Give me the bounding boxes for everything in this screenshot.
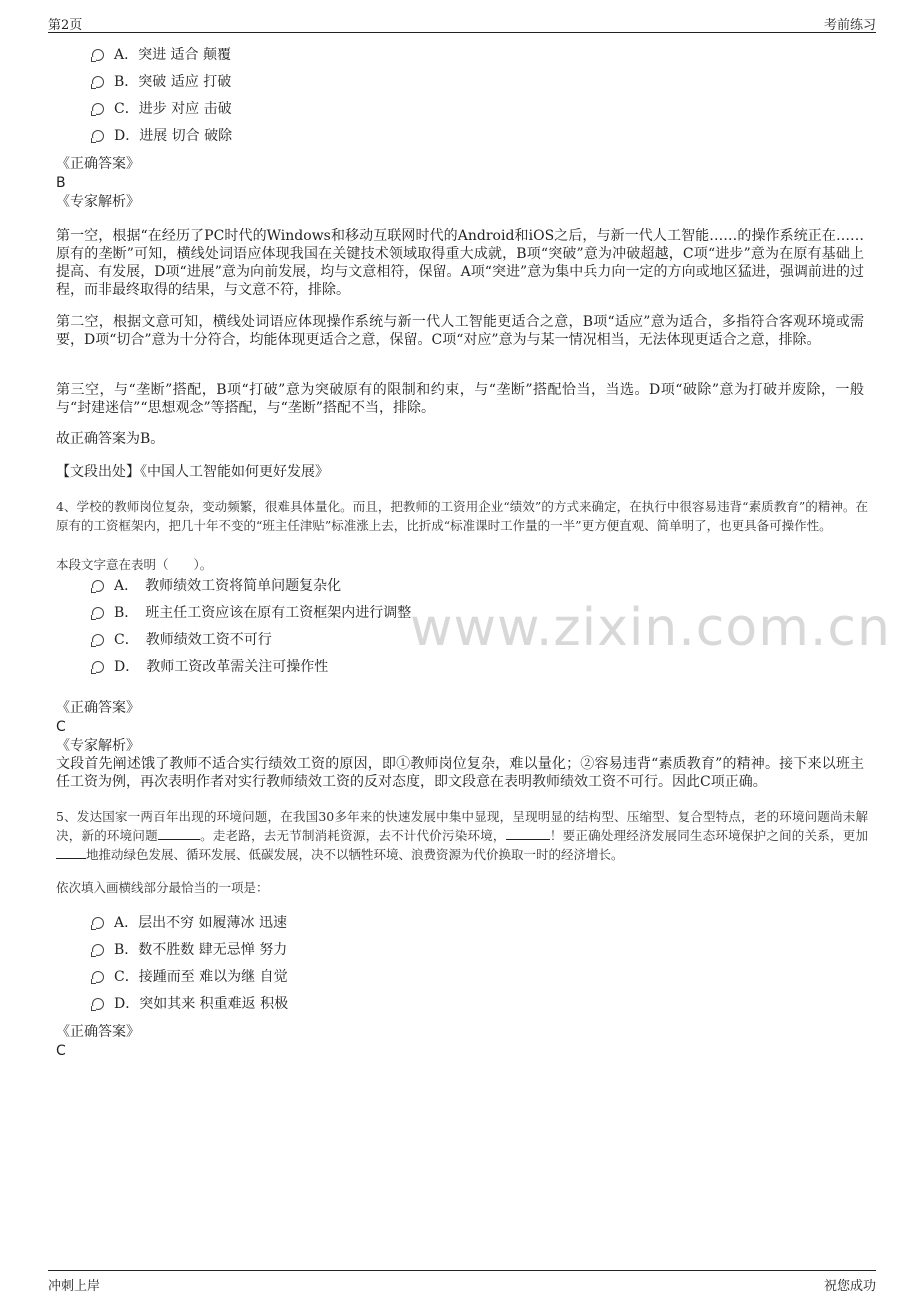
- radio-icon[interactable]: [92, 76, 104, 88]
- q4-analysis-label: 《专家解析》: [56, 738, 140, 754]
- footer-left: 冲刺上岸: [48, 1279, 101, 1294]
- page-header: [48, 12, 876, 33]
- q3-option-c[interactable]: C．进步 对应 击破: [92, 98, 232, 120]
- radio-icon[interactable]: [92, 661, 104, 673]
- q5-stem: 5、发达国家一两百年出现的环境问题，在我国30多年来的快速发展中集中显现，呈现明显的结构型、压缩型、复合型特点，老的环境问题尚未解决，新的环境问题 。走老路，去无节制消耗资源，去不计代价污染环境， ！要正确处理经济发展同生态环境保护之间的关系，更加地推动绿色发展、循环发展、低碳发展，决不以牺牲环境、浪费资源为代价换取一时的经济增长。: [56, 809, 868, 862]
- q4-option-d[interactable]: D． 教师工资改革需关注可操作性: [92, 656, 328, 678]
- header-title: 考前练习: [823, 18, 876, 33]
- q5-option-b[interactable]: B．数不胜数 肆无忌惮 努力: [92, 939, 287, 961]
- radio-icon[interactable]: [92, 49, 104, 61]
- q5-option-d[interactable]: D．突如其来 积重难返 积极: [92, 993, 288, 1015]
- radio-icon[interactable]: [92, 130, 104, 142]
- radio-icon[interactable]: [92, 580, 104, 592]
- footer-right: 祝您成功: [823, 1279, 876, 1294]
- radio-icon[interactable]: [92, 944, 104, 956]
- radio-icon[interactable]: [92, 634, 104, 646]
- q3-conclusion: 故正确答案为B。: [56, 431, 165, 447]
- q5-prompt: 依次填入画横线部分最恰当的一项是：: [56, 880, 269, 895]
- q3-source: 【文段出处】《中国人工智能如何更好发展》: [56, 464, 329, 480]
- radio-icon[interactable]: [92, 103, 104, 115]
- q4-stem: 4、学校的教师岗位复杂，变动频繁，很难具体量化。而且，把教师的工资用企业“绩效”的方式来确定，在执行中很容易违背“素质教育”的精神。在原有的工资框架内，把几十年不变的“班主任津贴”标准涨上去，比折成“标准课时工作量的一半”更方便直观、简单明了，也更具备可操作性。: [56, 499, 868, 533]
- page-number: 第2页: [48, 18, 83, 33]
- q3-analysis-paragraph-3: 第三空，与“垄断”搭配，B项“打破”意为突破原有的限制和约束，与“垄断”搭配恰当，当选。D项“破除”意为打破并废除，一般与“封建迷信”“思想观念”等搭配，与“垄断”搭配不当，排除。: [56, 382, 864, 416]
- q3-option-a[interactable]: A．突进 适合 颠覆: [92, 44, 231, 66]
- q5-option-c[interactable]: C．接踵而至 难以为继 自觉: [92, 966, 288, 988]
- q4-answer: C: [56, 719, 66, 735]
- q3-analysis-paragraph-1: 第一空，根据“在经历了PC时代的Windows和移动互联网时代的Android和iOS之后，与新一代人工智能……的操作系统正在……原有的垄断”可知，横线处词语应体现我国在关键技术领域取得重大成就，B项“突破”意为冲破超越，C项“进步”意为在原有基础上提高、有发展，D项“进展”意为向前发展，均与文意相符，保留。A项“突进”意为集中兵力向一定的方向或地区猛进，强调前进的过程，而非最终取得的结果，与文意不符，排除。: [56, 228, 864, 298]
- radio-icon[interactable]: [92, 917, 104, 929]
- fill-blank-3: [56, 846, 86, 859]
- q4-prompt: 本段文字意在表明（ ）。: [56, 557, 213, 572]
- page-footer: [48, 1270, 876, 1293]
- q3-analysis-paragraph-2: 第二空，根据文意可知，横线处词语应体现操作系统与新一代人工智能更适合之意，B项“适应”意为适合，多指符合客观环境或需要，D项“切合”意为十分符合，均能体现更适合之意，保留。C项“对应”意为与某一情况相当，无法体现更适合之意，排除。: [56, 314, 864, 348]
- q3-option-d[interactable]: D．进展 切合 破除: [92, 125, 232, 147]
- q4-option-c[interactable]: C． 教师绩效工资不可行: [92, 629, 272, 651]
- q4-option-a[interactable]: A． 教师绩效工资将简单问题复杂化: [92, 575, 341, 597]
- radio-icon[interactable]: [92, 607, 104, 619]
- q4-option-b[interactable]: B． 班主任工资应该在原有工资框架内进行调整: [92, 602, 411, 624]
- q5-option-a[interactable]: A．层出不穷 如履薄冰 迅速: [92, 912, 287, 934]
- q5-answer-label: 《正确答案》: [56, 1024, 140, 1040]
- fill-blank-2: [506, 827, 550, 840]
- q3-option-b[interactable]: B．突破 适应 打破: [92, 71, 231, 93]
- fill-blank-1: [158, 827, 200, 840]
- q4-answer-label: 《正确答案》: [56, 700, 140, 716]
- q3-answer-label: 《正确答案》: [56, 156, 140, 172]
- q3-analysis-label: 《专家解析》: [56, 194, 140, 210]
- radio-icon[interactable]: [92, 971, 104, 983]
- q3-answer: B: [56, 175, 66, 191]
- q5-answer: C: [56, 1043, 66, 1059]
- q4-analysis: 文段首先阐述饿了教师不适合实行绩效工资的原因，即①教师岗位复杂，难以量化；②容易违背“素质教育”的精神。接下来以班主任工资为例，再次表明作者对实行教师绩效工资的反对态度，即文段意在表明教师绩效工资不可行。因此C项正确。: [56, 756, 864, 790]
- watermark: www.zixin.com.cn: [410, 598, 891, 658]
- radio-icon[interactable]: [92, 998, 104, 1010]
